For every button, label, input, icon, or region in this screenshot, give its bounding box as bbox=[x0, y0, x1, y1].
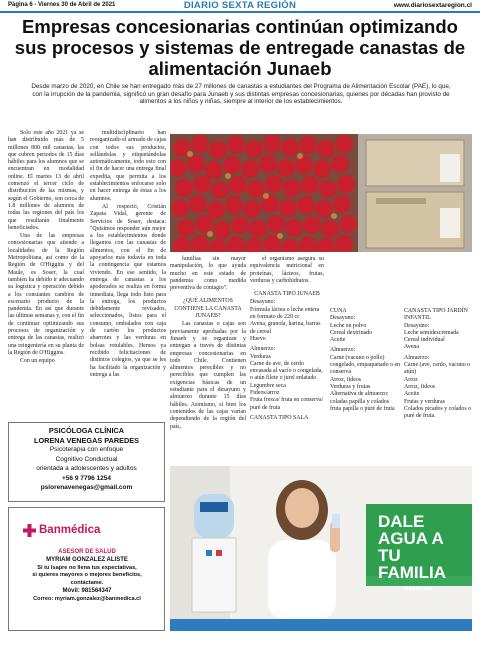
list-line: Desayuno: bbox=[330, 315, 356, 322]
banmedica-brand: Banmédica bbox=[39, 524, 101, 536]
ad-text: si quieres mayores o mejores beneficios, bbox=[32, 572, 142, 579]
water-ad bbox=[170, 466, 472, 631]
section-heading: CANASTA TIPO JUNAEB bbox=[254, 291, 320, 298]
paragraph: Una de las empresas concesionarias que atiende a localidades de la Región Metropolitana, así como de la Región de O'Higgins y del Maule, es Soser, la cual también ha debido ir adecuando su logística y operación debido a los constantes cambios de escenario producto de la pandemia. En así que durante las últimas semanas y, con el fin de continuar optimizando sus procesos de organización y entrega de las canastas, realizó una reingeniería en su planta de la Región de O'Higgins. bbox=[8, 233, 85, 356]
list-line: Carne de ave, de cerdo envasada al vacío o congelada, o atún filete o jurel enlatado bbox=[250, 360, 323, 382]
article-column-5 bbox=[330, 308, 400, 460]
food-list bbox=[250, 299, 324, 422]
ad-text: Si tu Isapre no llena tus expectativas, bbox=[37, 564, 137, 571]
paragraph: Con un equipo bbox=[20, 358, 55, 365]
water-ad-slogan: DALE AGUA A TU FAMILIA bbox=[378, 512, 446, 582]
article-lead: Desde marzo de 2020, en Chile se han entregado más de 27 millones de canastas a estudiantes del Programa de Alimentación Escolar (PAE), lo que, con la irrupción de la pandemia, significó un gran desafío para Junaeb y sus distintas empresas concesionarias, quienes por décadas han provisto de alimentos a los niños y niñas, siempre al interior de los establecimientos. bbox=[31, 83, 451, 106]
list-line: Fideos/arroz bbox=[250, 390, 280, 397]
article-column-4 bbox=[250, 256, 324, 460]
list-line: Alternativa de almuerzo: coladas papilla y colados fruta papilla o puré de fruta bbox=[330, 391, 395, 412]
ad-email[interactable]: pslorenavenegas@gmail.com bbox=[40, 484, 133, 491]
psychologist-ad bbox=[8, 422, 165, 502]
list-line: Cereal individual bbox=[404, 337, 445, 344]
list-line: Arroz bbox=[404, 376, 418, 383]
list-line: Leche semidescremada bbox=[404, 329, 459, 336]
list-line: Avena bbox=[404, 344, 419, 351]
article-title: Empresas concesionarias continúan optimizando sus procesos y sistemas de entregade canastas de alimentación Junaeb bbox=[14, 16, 466, 79]
paragraph: Solo este año 2021 ya se han distribuido más de 5 millones 800 mil canastas, las que cubren periodos de 15 días hábiles para los alumnos que se encuentran en modalidad online. El martes 13 de abril comenzó el tercer ciclo de distribución de las mismas, y según el Gobierno, son cerca de 1.8 millones de alumnos de todas las regiones del país los que resultarán finalmente beneficiados. bbox=[8, 130, 84, 231]
page-number-date: Página 6 - Viernes 30 de Abril de 2021 bbox=[8, 2, 116, 8]
article-column-3 bbox=[170, 256, 246, 460]
list-line: Fruta fresca/ fruta en conserva/ puré de fruta bbox=[250, 397, 324, 411]
ad-text: Psicoterapia con enfoque bbox=[49, 446, 124, 453]
list-line: Almuerzo: bbox=[404, 354, 430, 361]
list-line: Frutas y verduras bbox=[404, 398, 445, 405]
banmedica-ad bbox=[8, 507, 165, 631]
paragraph: familias sin mayor manipulación, lo que ayuda mucho en este estado de pandemia como medida preventiva de contagio". bbox=[170, 256, 246, 292]
section-heading: ¿QUÉ ALIMENTOS CONTIENE LA CANASTA JUNAEB? bbox=[174, 298, 242, 320]
article-column-6 bbox=[404, 308, 472, 460]
water-ad-brand: MANANTIAL bbox=[404, 586, 434, 592]
list-line: Arroz, fideos bbox=[330, 376, 362, 383]
ad-body bbox=[13, 549, 161, 604]
list-line: Avena, granola, harina, barras de cereal bbox=[250, 321, 321, 335]
ad-text: orientada a adolescentes y adultos bbox=[36, 465, 137, 472]
ad-phone[interactable]: +56 9 7796 1254 bbox=[62, 474, 111, 482]
water-ad-footer-bar bbox=[170, 619, 472, 631]
website-link[interactable]: www.diariosextaregion.cl bbox=[393, 2, 472, 9]
banmedica-logo bbox=[23, 524, 103, 538]
list-line: Carne (ave, cerdo, vacuno o atún) bbox=[404, 362, 471, 376]
page-header bbox=[0, 0, 480, 13]
paragraph: Las canastas o cajas son previamente aprobadas por la Junaeb y se organizan y entregan a través de distintas empresas concesionarias en todo Chile. Contienen alimentos perecibles y no perecibles que cumplen las exigencias básicas de un estudiante para el desayuno y almuerzo durante 15 días hábiles. Asimismo, si bien los contenidos de las cajas varían dependiendo de la región del país, bbox=[170, 321, 246, 430]
produce-photo bbox=[170, 134, 472, 252]
ad-heading: PSICÓLOGA CLÍNICA bbox=[48, 426, 125, 435]
list-line: CANASTA TIPO SALA bbox=[250, 414, 309, 421]
ad-name: MYRIAM GONZALEZ ALISTE bbox=[46, 556, 128, 563]
masthead: DIARIO SEXTA REGIÓN bbox=[183, 0, 297, 11]
ad-role: ASESOR DE SALUD bbox=[58, 549, 116, 555]
list-line: Colados picados y colados o puré de fruta. bbox=[404, 405, 472, 420]
paragraph: multidisciplinario han reorganizado el armado de cajas con todos sus productos, sellándolas y etiquetándolas automáticamente, todo esto con el fin de hacer una entrega final expedita, que permita a los establecimientos enfocarse solo en hacer entrega de éstas a los alumnos. bbox=[90, 130, 166, 202]
article-column-2 bbox=[90, 130, 166, 420]
list-line: Leche en polvo bbox=[330, 322, 367, 329]
food-list bbox=[404, 308, 472, 420]
ad-name: LORENA VENEGAS PAREDES bbox=[33, 435, 139, 445]
list-line: Desayuno: bbox=[404, 322, 430, 329]
paragraph: el organismo asegura su equivalencia nutricional en proteínas, lácteos, frutas, verduras y carbohidratos. bbox=[250, 256, 324, 284]
banmedica-cross-icon bbox=[23, 524, 36, 537]
list-line: Desayuno: bbox=[250, 299, 276, 306]
list-line: Fórmula láctea o leche entera en formato de 220 cc bbox=[250, 306, 320, 321]
list-line: CUNA bbox=[330, 308, 347, 314]
ad-text: Cognitivo Conductual bbox=[55, 455, 118, 463]
list-line: Almuerzo: bbox=[330, 347, 356, 354]
list-line: Legumbre seca bbox=[250, 382, 286, 389]
ad-email[interactable]: Correo: myriam.gonzalez@banmedica.cl bbox=[33, 595, 141, 602]
list-line: CANASTA TIPO JARDÍN INFANTIL bbox=[404, 308, 468, 322]
food-list bbox=[330, 308, 400, 413]
ad-text: contáctame. bbox=[70, 580, 104, 587]
list-line: Verduras y frutas bbox=[330, 383, 371, 390]
list-line: Aceite bbox=[404, 391, 420, 398]
ad-phone[interactable]: Móvil: 981564347 bbox=[62, 587, 112, 594]
paragraph: Al respecto, Cristián Zapata Vidal, gerente de Servicios de Soser, destaca: "Quisimos responder aún mejor a los establecimientos donde llegamos con las canastas de alimentos, con el fin de apoyarlos más todavía en toda la contingencia que estamos viviendo. En ese sentido, la entrega de canastas a los apoderados se realiza en forma inmediata, llega todo listo para la entrega, los productos debidamente revisados, seleccionados, listos para el consumo, embalados con caja de cartón los productos abarrotes y las verduras en bolsas rotulables. Hemos ya recibido felicitaciones de distintos colegios, ya que se les ha facilitado la organización y entrega a las bbox=[90, 203, 166, 378]
list-line: Carne (vacuno o pollo) congelado, empaquetado o en conserva bbox=[330, 354, 401, 376]
list-line: Almuerzo: bbox=[250, 346, 276, 353]
list-line: Verduras bbox=[250, 353, 271, 360]
list-line: Cereal dextrinado bbox=[330, 329, 373, 336]
list-line: Aceite bbox=[330, 337, 346, 344]
article-column-1 bbox=[8, 130, 84, 420]
list-line: Huevo bbox=[250, 335, 266, 342]
list-line: Arroz, fideos bbox=[404, 383, 436, 390]
